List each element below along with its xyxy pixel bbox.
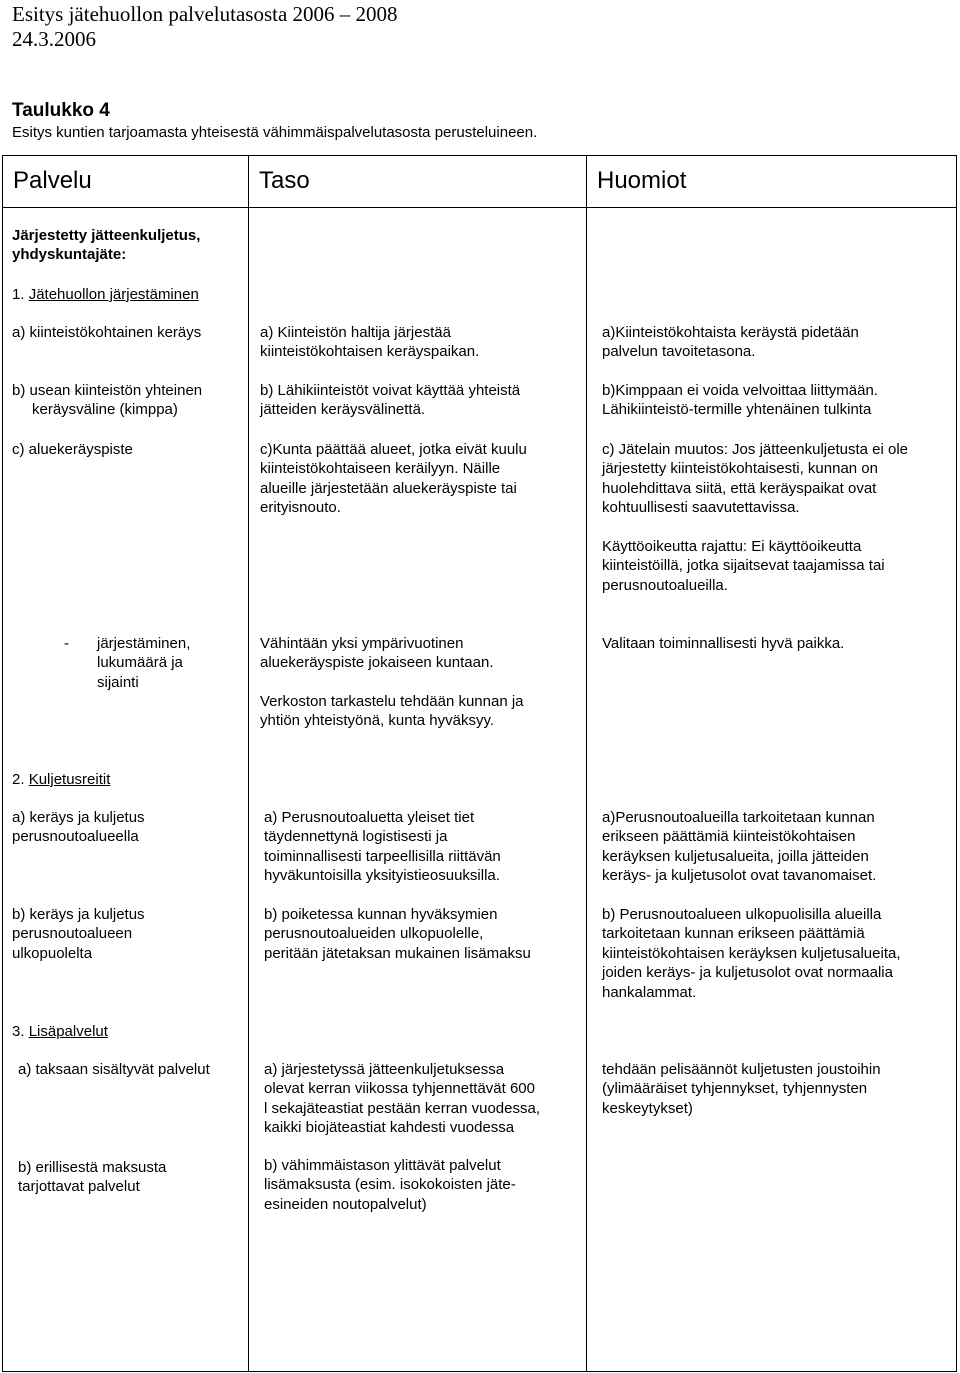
text-line: olevat kerran viikossa tyhjennettävät 600 <box>264 1080 535 1098</box>
text-line: ulkopuolelta <box>12 944 93 962</box>
section-number: 3. <box>12 1023 29 1040</box>
text-line: a)Kiinteistökohtaista keräystä pidetään <box>602 324 859 341</box>
section-heading-line: Järjestetty jätteenkuljetus, <box>12 227 201 244</box>
row-2a-huomiot <box>602 808 876 886</box>
text-line: Verkoston tarkastelu tehdään kunnan ja <box>260 693 524 710</box>
text-line: perusnoutoalueen <box>12 925 133 943</box>
row-1c-huomiot-note <box>602 537 885 595</box>
text-line: hyväkuntoisilla yksityistieosuuksilla. <box>264 867 500 885</box>
header-row-divider <box>3 207 956 208</box>
text-line: kiinteistökohtaisen keräyksen kuljetusalueita, <box>602 944 901 962</box>
row-3a-taso <box>264 1060 540 1138</box>
text-line: b) Perusnoutoalueen ulkopuolisilla alueilla <box>602 906 882 923</box>
text-line: yhtiön yhteistyönä, kunta hyväksyy. <box>260 712 495 730</box>
text-line: järjestäminen, <box>97 635 191 652</box>
row-1b-taso <box>260 381 520 420</box>
text-line: b) keräys ja kuljetus <box>12 906 145 923</box>
document-header-date: 24.3.2006 <box>12 27 96 51</box>
text-line: a) järjestetyssä jätteenkuljetuksessa <box>264 1061 505 1078</box>
text-line: järjestetty kiinteistökohtaisesti, kunnan on <box>602 460 878 478</box>
text-line: tarkoitetaan kunnan erikseen päättämiä <box>602 925 865 943</box>
section-number: 2. <box>12 771 29 788</box>
text-line: palvelun tavoitetasona. <box>602 343 756 361</box>
text-line: peritään jätetaksan mukainen lisämaksu <box>264 944 531 962</box>
text-line: c) Jätelain muutos: Jos jätteenkuljetusta ei ole <box>602 441 908 458</box>
section-title-text: Jätehuollon järjestäminen <box>28 286 199 303</box>
column-divider-2 <box>586 156 587 1371</box>
row-2a-palvelu <box>12 808 145 847</box>
column-header-taso: Taso <box>259 167 310 194</box>
text-line: kiinteistökohtaisen keräyspaikan. <box>260 343 480 361</box>
section-title-text: Kuljetusreitit <box>28 771 111 788</box>
text-line: sijainti <box>97 673 139 691</box>
text-line: kiinteistökohtaiseen keräilyyn. Näille <box>260 460 501 478</box>
row-1c-palvelu: c) aluekeräyspiste <box>12 441 133 458</box>
text-line: a) keräys ja kuljetus <box>12 809 145 826</box>
row-1b-huomiot <box>602 381 878 420</box>
text-line: hankalammat. <box>602 983 697 1001</box>
row-1b-palvelu <box>12 381 202 420</box>
row-1c-taso <box>260 440 527 518</box>
text-line: kaikki biojäteastiat kahdesti vuodessa <box>264 1119 515 1137</box>
text-line: huolehdittava siitä, että keräyspaikat ovat <box>602 479 877 497</box>
row-1a-huomiot <box>602 323 859 362</box>
text-line: tarjottavat palvelut <box>18 1178 140 1196</box>
row-3a-huomiot <box>602 1060 881 1118</box>
text-line: aluekeräyspiste jokaiseen kuntaan. <box>260 654 494 672</box>
text-line: kohtuullisesti saavutettavissa. <box>602 499 800 517</box>
text-line: keskeytykset) <box>602 1099 693 1117</box>
row-1a-taso <box>260 323 479 362</box>
text-line: (ylimääräiset tyhjennykset, tyhjennysten <box>602 1080 868 1098</box>
column-divider-1 <box>248 156 249 1371</box>
text-line: erityisnouto. <box>260 499 341 517</box>
section-2-title <box>12 770 110 789</box>
section-number: 1. <box>12 286 29 303</box>
row-1d-taso-note <box>260 692 524 731</box>
row-3b-palvelu <box>18 1158 166 1197</box>
text-line: jätteiden keräysvälinettä. <box>260 401 426 419</box>
section-heading <box>12 226 200 265</box>
section-heading-line: yhdyskuntajäte: <box>12 246 127 264</box>
text-line: a) Perusnoutoaluetta yleiset tiet <box>264 809 475 826</box>
text-line: alueille järjestetään aluekeräyspiste tai <box>260 479 517 497</box>
text-line: joiden keräys- ja kuljetusolot ovat normaalia <box>602 964 893 982</box>
text-line: lisämaksusta (esim. isokokoisten jäte- <box>264 1176 516 1194</box>
text-line: tehdään pelisäännöt kuljetusten joustoihin <box>602 1061 881 1078</box>
row-1a-palvelu: a) kiinteistökohtainen keräys <box>12 324 202 341</box>
text-line: lukumäärä ja <box>97 654 183 672</box>
section-3-title <box>12 1022 108 1041</box>
text-line: b) usean kiinteistön yhteinen <box>12 382 203 399</box>
row-3b-taso <box>264 1156 516 1214</box>
section-title-text: Lisäpalvelut <box>28 1023 108 1040</box>
text-line: perusnoutoalueilla. <box>602 576 728 594</box>
text-line: kiinteistöillä, jotka sijaitsevat taajamissa tai <box>602 557 885 575</box>
text-line: Käyttöoikeutta rajattu: Ei käyttöoikeutta <box>602 538 862 555</box>
row-2a-taso <box>264 808 501 886</box>
text-line: keräys- ja kuljetusolot ovat tavanomaiset. <box>602 867 877 885</box>
text-line: b) vähimmäistason ylittävät palvelut <box>264 1157 501 1174</box>
text-line: b) Lähikiinteistöt voivat käyttää yhteistä <box>260 382 521 399</box>
text-line: Lähikiinteistö-termille yhtenäinen tulkinta <box>602 401 872 419</box>
row-2b-huomiot <box>602 905 901 1002</box>
text-line: c)Kunta päättää alueet, jotka eivät kuulu <box>260 441 527 458</box>
text-line: toiminnallisesti tarpeellisilla riittävän <box>264 847 501 865</box>
text-line: b)Kimppaan ei voida velvoittaa liittymään. <box>602 382 878 399</box>
text-line: b) poiketessa kunnan hyväksymien <box>264 906 498 923</box>
row-2b-palvelu <box>12 905 145 963</box>
row-1d-huomiot: Valitaan toiminnallisesti hyvä paikka. <box>602 635 845 652</box>
text-line: l sekajäteastiat pestään kerran vuodessa, <box>264 1099 540 1117</box>
row-1c-huomiot <box>602 440 908 518</box>
table-subtitle: Esitys kuntien tarjoamasta yhteisestä vähimmäispalvelutasosta perusteluineen. <box>12 124 538 141</box>
row-1d-palvelu <box>97 634 190 692</box>
row-1d-taso <box>260 634 493 673</box>
row-1d-dash: - <box>64 635 69 652</box>
section-1-title <box>12 285 199 304</box>
table-title: Taulukko 4 <box>12 100 110 121</box>
text-line: a) Kiinteistön haltija järjestää <box>260 324 451 341</box>
text-line: perusnoutoalueella <box>12 828 139 846</box>
text-line: keräyksen kuljetusalueita, joilla jätteiden <box>602 847 869 865</box>
text-line: a)Perusnoutoalueilla tarkoitetaan kunnan <box>602 809 875 826</box>
text-line: erikseen päättämiä kiinteistökohtaisen <box>602 828 856 846</box>
text-line: esineiden noutopalvelut) <box>264 1195 427 1213</box>
text-line: täydennettynä logistisesti ja <box>264 828 448 846</box>
text-line: perusnoutoalueiden ulkopuolelle, <box>264 925 484 943</box>
text-line: Vähintään yksi ympärivuotinen <box>260 635 464 652</box>
column-header-palvelu: Palvelu <box>13 167 92 194</box>
document-header-title: Esitys jätehuollon palvelutasosta 2006 – 2008 <box>12 2 398 26</box>
column-header-huomiot: Huomiot <box>597 167 687 194</box>
row-2b-taso <box>264 905 531 963</box>
text-line: keräysväline (kimppa) <box>32 401 178 419</box>
text-line: b) erillisestä maksusta <box>18 1159 167 1176</box>
row-3a-palvelu: a) taksaan sisältyvät palvelut <box>18 1061 210 1078</box>
